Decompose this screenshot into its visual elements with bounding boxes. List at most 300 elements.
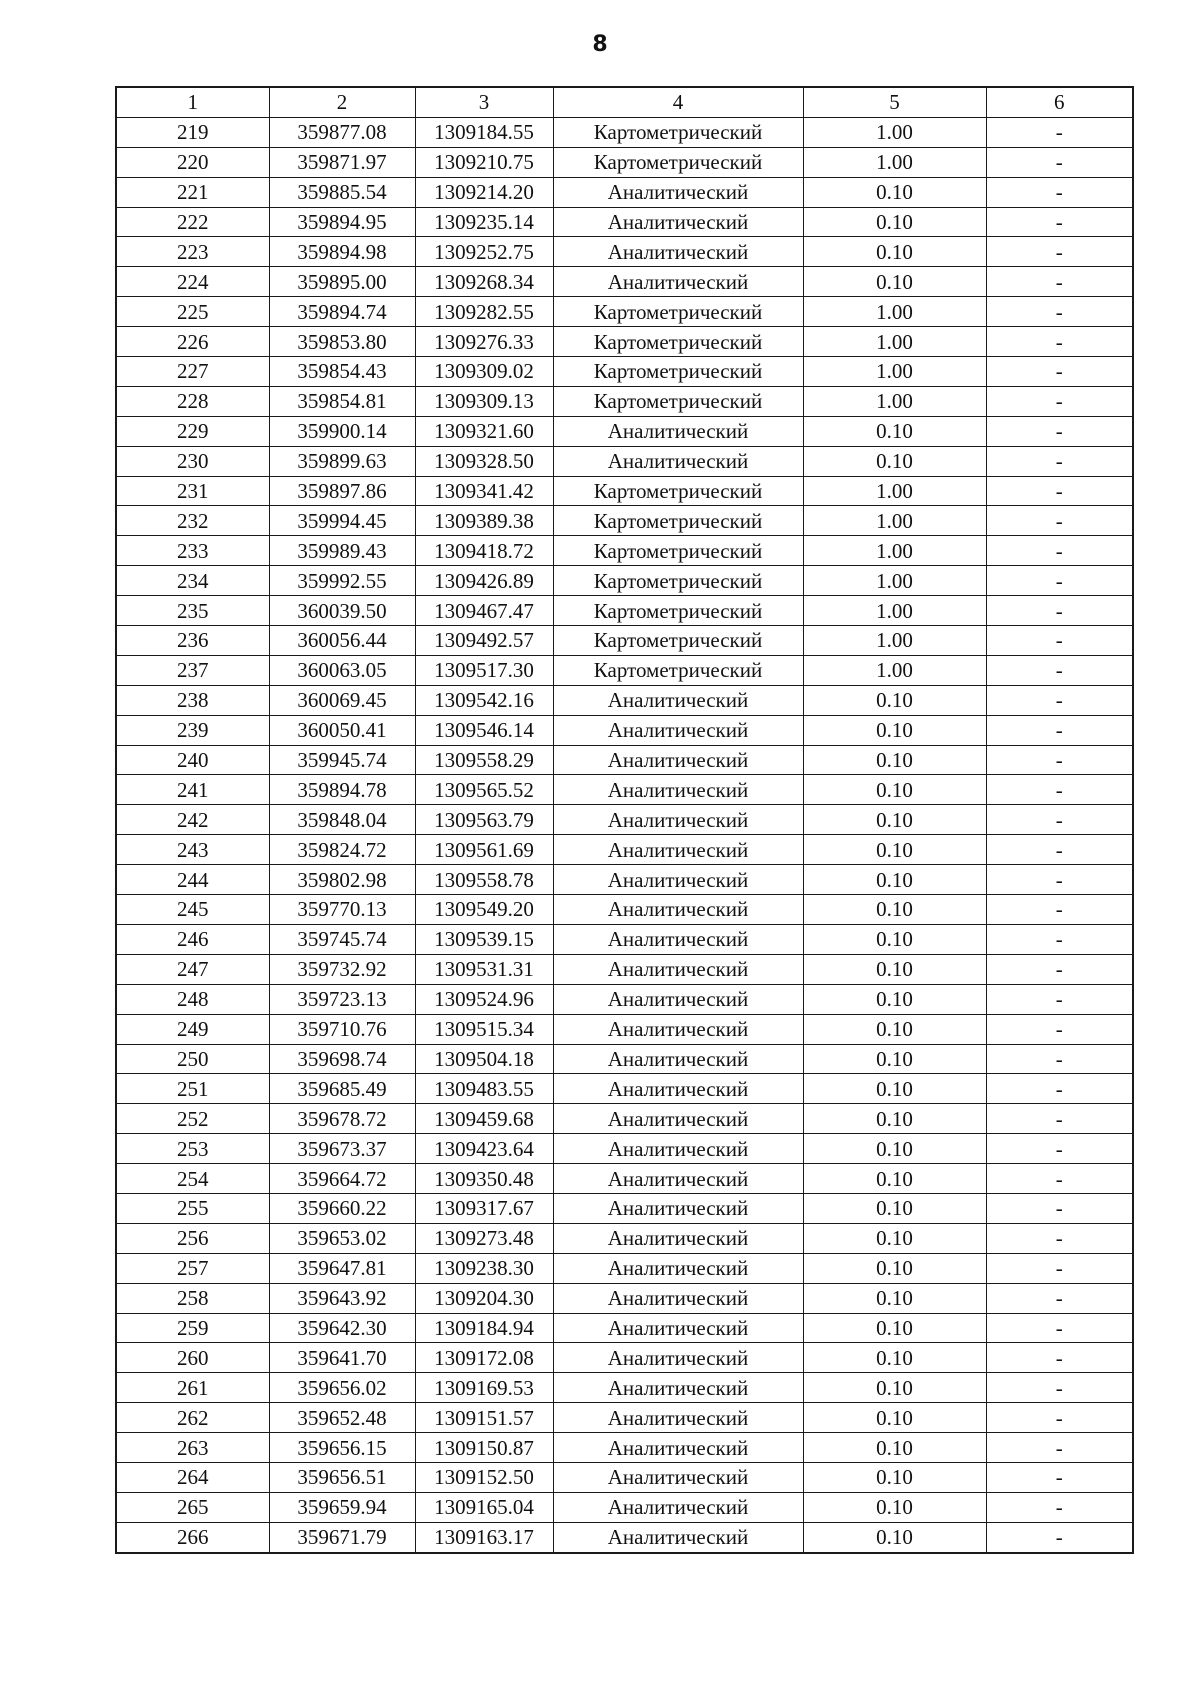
x-coordinate-cell: 359673.37 [269,1134,415,1164]
x-coordinate-cell: 359824.72 [269,835,415,865]
x-coordinate-cell: 359643.92 [269,1283,415,1313]
table-row [116,1522,1133,1552]
table-row [116,1074,1133,1104]
x-coordinate-cell: 359642.30 [269,1313,415,1343]
point-number-cell: 244 [116,865,269,895]
point-number-cell: 219 [116,117,269,147]
table-row [116,207,1133,237]
point-number-cell: 224 [116,267,269,297]
point-number-cell: 242 [116,805,269,835]
accuracy-cell: 0.10 [803,237,986,267]
table-row [116,476,1133,506]
y-coordinate-cell: 1309524.96 [415,984,553,1014]
point-number-cell: 245 [116,895,269,925]
point-number-cell: 247 [116,954,269,984]
method-cell: Аналитический [553,715,803,745]
x-coordinate-cell: 359659.94 [269,1492,415,1522]
y-coordinate-cell: 1309165.04 [415,1492,553,1522]
y-coordinate-cell: 1309235.14 [415,207,553,237]
table-row [116,1223,1133,1253]
table-row [116,177,1133,207]
method-cell: Аналитический [553,1462,803,1492]
method-cell: Аналитический [553,805,803,835]
y-coordinate-cell: 1309152.50 [415,1462,553,1492]
point-number-cell: 222 [116,207,269,237]
y-coordinate-cell: 1309204.30 [415,1283,553,1313]
note-cell: - [986,655,1133,685]
accuracy-cell: 0.10 [803,835,986,865]
accuracy-cell: 0.10 [803,1343,986,1373]
method-cell: Картометрический [553,476,803,506]
method-cell: Аналитический [553,685,803,715]
table-row [116,745,1133,775]
table-row [116,147,1133,177]
point-number-cell: 248 [116,984,269,1014]
y-coordinate-cell: 1309169.53 [415,1373,553,1403]
x-coordinate-cell: 359723.13 [269,984,415,1014]
table-row [116,357,1133,387]
accuracy-cell: 0.10 [803,1193,986,1223]
y-coordinate-cell: 1309389.38 [415,506,553,536]
x-coordinate-cell: 359885.54 [269,177,415,207]
y-coordinate-cell: 1309273.48 [415,1223,553,1253]
method-cell: Аналитический [553,865,803,895]
x-coordinate-cell: 359848.04 [269,805,415,835]
x-coordinate-cell: 359678.72 [269,1104,415,1134]
accuracy-cell: 0.10 [803,895,986,925]
y-coordinate-cell: 1309426.89 [415,566,553,596]
method-cell: Картометрический [553,655,803,685]
y-coordinate-cell: 1309459.68 [415,1104,553,1134]
point-number-cell: 227 [116,357,269,387]
accuracy-cell: 1.00 [803,626,986,656]
y-coordinate-cell: 1309546.14 [415,715,553,745]
point-number-cell: 225 [116,297,269,327]
y-coordinate-cell: 1309539.15 [415,924,553,954]
table-row [116,655,1133,685]
y-coordinate-cell: 1309561.69 [415,835,553,865]
table-row [116,1044,1133,1074]
accuracy-cell: 1.00 [803,566,986,596]
table-row [116,446,1133,476]
x-coordinate-cell: 359641.70 [269,1343,415,1373]
x-coordinate-cell: 359854.81 [269,386,415,416]
x-coordinate-cell: 359994.45 [269,506,415,536]
accuracy-cell: 1.00 [803,655,986,685]
x-coordinate-cell: 359802.98 [269,865,415,895]
y-coordinate-cell: 1309282.55 [415,297,553,327]
column-header-3: 3 [415,87,553,117]
y-coordinate-cell: 1309531.31 [415,954,553,984]
point-number-cell: 262 [116,1403,269,1433]
point-number-cell: 240 [116,745,269,775]
y-coordinate-cell: 1309549.20 [415,895,553,925]
point-number-cell: 250 [116,1044,269,1074]
y-coordinate-cell: 1309517.30 [415,655,553,685]
accuracy-cell: 0.10 [803,1164,986,1194]
table-row [116,506,1133,536]
point-number-cell: 257 [116,1253,269,1283]
method-cell: Аналитический [553,924,803,954]
x-coordinate-cell: 359989.43 [269,536,415,566]
accuracy-cell: 0.10 [803,775,986,805]
note-cell: - [986,267,1133,297]
note-cell: - [986,1044,1133,1074]
y-coordinate-cell: 1309163.17 [415,1522,553,1552]
note-cell: - [986,1343,1133,1373]
y-coordinate-cell: 1309565.52 [415,775,553,805]
table-row [116,1134,1133,1164]
method-cell: Картометрический [553,506,803,536]
note-cell: - [986,596,1133,626]
x-coordinate-cell: 359647.81 [269,1253,415,1283]
note-cell: - [986,984,1133,1014]
y-coordinate-cell: 1309418.72 [415,536,553,566]
table-row [116,895,1133,925]
column-header-2: 2 [269,87,415,117]
table-row [116,775,1133,805]
point-number-cell: 220 [116,147,269,177]
method-cell: Картометрический [553,327,803,357]
method-cell: Аналитический [553,1014,803,1044]
accuracy-cell: 0.10 [803,685,986,715]
note-cell: - [986,745,1133,775]
y-coordinate-cell: 1309558.78 [415,865,553,895]
accuracy-cell: 1.00 [803,327,986,357]
y-coordinate-cell: 1309542.16 [415,685,553,715]
method-cell: Аналитический [553,1373,803,1403]
point-number-cell: 252 [116,1104,269,1134]
point-number-cell: 265 [116,1492,269,1522]
x-coordinate-cell: 359894.95 [269,207,415,237]
table-row [116,386,1133,416]
y-coordinate-cell: 1309350.48 [415,1164,553,1194]
table-row [116,1373,1133,1403]
method-cell: Аналитический [553,446,803,476]
accuracy-cell: 0.10 [803,1283,986,1313]
method-cell: Аналитический [553,895,803,925]
table-row [116,267,1133,297]
table-row [116,566,1133,596]
x-coordinate-cell: 359698.74 [269,1044,415,1074]
note-cell: - [986,1313,1133,1343]
y-coordinate-cell: 1309268.34 [415,267,553,297]
y-coordinate-cell: 1309214.20 [415,177,553,207]
point-number-cell: 226 [116,327,269,357]
table-row [116,1343,1133,1373]
note-cell: - [986,1253,1133,1283]
table-row [116,237,1133,267]
x-coordinate-cell: 360039.50 [269,596,415,626]
note-cell: - [986,1283,1133,1313]
method-cell: Аналитический [553,1253,803,1283]
accuracy-cell: 0.10 [803,1223,986,1253]
method-cell: Аналитический [553,1313,803,1343]
y-coordinate-cell: 1309151.57 [415,1403,553,1433]
table-row [116,1403,1133,1433]
point-number-cell: 256 [116,1223,269,1253]
x-coordinate-cell: 360056.44 [269,626,415,656]
note-cell: - [986,147,1133,177]
x-coordinate-cell: 359685.49 [269,1074,415,1104]
accuracy-cell: 0.10 [803,954,986,984]
accuracy-cell: 0.10 [803,1104,986,1134]
method-cell: Аналитический [553,1403,803,1433]
x-coordinate-cell: 359653.02 [269,1223,415,1253]
y-coordinate-cell: 1309328.50 [415,446,553,476]
method-cell: Картометрический [553,357,803,387]
y-coordinate-cell: 1309238.30 [415,1253,553,1283]
method-cell: Аналитический [553,745,803,775]
x-coordinate-cell: 359899.63 [269,446,415,476]
method-cell: Картометрический [553,626,803,656]
point-number-cell: 233 [116,536,269,566]
table-row [116,685,1133,715]
accuracy-cell: 1.00 [803,117,986,147]
table-row [116,1283,1133,1313]
table-row [116,596,1133,626]
accuracy-cell: 0.10 [803,805,986,835]
note-cell: - [986,626,1133,656]
table-row [116,1014,1133,1044]
table-row [116,1104,1133,1134]
y-coordinate-cell: 1309309.13 [415,386,553,416]
method-cell: Аналитический [553,416,803,446]
method-cell: Аналитический [553,1044,803,1074]
method-cell: Аналитический [553,1492,803,1522]
accuracy-cell: 0.10 [803,416,986,446]
note-cell: - [986,895,1133,925]
note-cell: - [986,1104,1133,1134]
method-cell: Аналитический [553,267,803,297]
point-number-cell: 239 [116,715,269,745]
table-row [116,1164,1133,1194]
x-coordinate-cell: 359732.92 [269,954,415,984]
note-cell: - [986,1164,1133,1194]
table-row [116,117,1133,147]
x-coordinate-cell: 359871.97 [269,147,415,177]
point-number-cell: 253 [116,1134,269,1164]
table-row [116,416,1133,446]
x-coordinate-cell: 359652.48 [269,1403,415,1433]
method-cell: Аналитический [553,1193,803,1223]
accuracy-cell: 0.10 [803,715,986,745]
column-header-1: 1 [116,87,269,117]
table-row [116,1433,1133,1463]
accuracy-cell: 0.10 [803,745,986,775]
point-number-cell: 236 [116,626,269,656]
table-row [116,984,1133,1014]
note-cell: - [986,327,1133,357]
method-cell: Картометрический [553,147,803,177]
header-row [116,87,1133,117]
method-cell: Картометрический [553,596,803,626]
method-cell: Аналитический [553,954,803,984]
y-coordinate-cell: 1309504.18 [415,1044,553,1074]
point-number-cell: 238 [116,685,269,715]
y-coordinate-cell: 1309317.67 [415,1193,553,1223]
method-cell: Аналитический [553,1223,803,1253]
note-cell: - [986,476,1133,506]
y-coordinate-cell: 1309252.75 [415,237,553,267]
point-number-cell: 230 [116,446,269,476]
table-row [116,1492,1133,1522]
accuracy-cell: 0.10 [803,1253,986,1283]
note-cell: - [986,386,1133,416]
point-number-cell: 260 [116,1343,269,1373]
method-cell: Аналитический [553,237,803,267]
column-header-4: 4 [553,87,803,117]
method-cell: Картометрический [553,536,803,566]
accuracy-cell: 0.10 [803,1403,986,1433]
accuracy-cell: 0.10 [803,446,986,476]
note-cell: - [986,1522,1133,1552]
accuracy-cell: 1.00 [803,357,986,387]
accuracy-cell: 0.10 [803,267,986,297]
accuracy-cell: 0.10 [803,1373,986,1403]
x-coordinate-cell: 359900.14 [269,416,415,446]
note-cell: - [986,566,1133,596]
table-row [116,715,1133,745]
method-cell: Аналитический [553,1433,803,1463]
table-row [116,835,1133,865]
note-cell: - [986,954,1133,984]
note-cell: - [986,177,1133,207]
point-number-cell: 258 [116,1283,269,1313]
note-cell: - [986,1134,1133,1164]
y-coordinate-cell: 1309467.47 [415,596,553,626]
x-coordinate-cell: 359664.72 [269,1164,415,1194]
method-cell: Аналитический [553,1343,803,1373]
note-cell: - [986,297,1133,327]
x-coordinate-cell: 359992.55 [269,566,415,596]
x-coordinate-cell: 360050.41 [269,715,415,745]
table-row [116,536,1133,566]
y-coordinate-cell: 1309423.64 [415,1134,553,1164]
method-cell: Аналитический [553,1104,803,1134]
y-coordinate-cell: 1309563.79 [415,805,553,835]
y-coordinate-cell: 1309309.02 [415,357,553,387]
x-coordinate-cell: 360063.05 [269,655,415,685]
table-row [116,626,1133,656]
note-cell: - [986,1373,1133,1403]
accuracy-cell: 0.10 [803,1134,986,1164]
x-coordinate-cell: 359854.43 [269,357,415,387]
y-coordinate-cell: 1309515.34 [415,1014,553,1044]
point-number-cell: 263 [116,1433,269,1463]
y-coordinate-cell: 1309492.57 [415,626,553,656]
method-cell: Аналитический [553,1074,803,1104]
x-coordinate-cell: 359671.79 [269,1522,415,1552]
note-cell: - [986,1462,1133,1492]
y-coordinate-cell: 1309210.75 [415,147,553,177]
accuracy-cell: 0.10 [803,1014,986,1044]
accuracy-cell: 0.10 [803,924,986,954]
y-coordinate-cell: 1309341.42 [415,476,553,506]
table-row [116,297,1133,327]
point-number-cell: 231 [116,476,269,506]
table-row [116,1313,1133,1343]
accuracy-cell: 1.00 [803,147,986,177]
note-cell: - [986,536,1133,566]
note-cell: - [986,416,1133,446]
point-number-cell: 237 [116,655,269,685]
table-row [116,1462,1133,1492]
coordinates-table [115,86,1134,1554]
x-coordinate-cell: 359894.78 [269,775,415,805]
accuracy-cell: 0.10 [803,1492,986,1522]
table-row [116,805,1133,835]
y-coordinate-cell: 1309172.08 [415,1343,553,1373]
table-row [116,1253,1133,1283]
accuracy-cell: 1.00 [803,476,986,506]
accuracy-cell: 0.10 [803,1522,986,1552]
x-coordinate-cell: 359877.08 [269,117,415,147]
column-header-5: 5 [803,87,986,117]
note-cell: - [986,775,1133,805]
table-row [116,1193,1133,1223]
table-row [116,924,1133,954]
method-cell: Аналитический [553,207,803,237]
method-cell: Картометрический [553,566,803,596]
y-coordinate-cell: 1309184.55 [415,117,553,147]
point-number-cell: 243 [116,835,269,865]
accuracy-cell: 0.10 [803,865,986,895]
method-cell: Аналитический [553,1283,803,1313]
point-number-cell: 232 [116,506,269,536]
x-coordinate-cell: 359745.74 [269,924,415,954]
note-cell: - [986,357,1133,387]
x-coordinate-cell: 359895.00 [269,267,415,297]
note-cell: - [986,835,1133,865]
point-number-cell: 254 [116,1164,269,1194]
x-coordinate-cell: 359656.15 [269,1433,415,1463]
point-number-cell: 266 [116,1522,269,1552]
note-cell: - [986,506,1133,536]
note-cell: - [986,1223,1133,1253]
point-number-cell: 241 [116,775,269,805]
table-row [116,865,1133,895]
y-coordinate-cell: 1309483.55 [415,1074,553,1104]
note-cell: - [986,1403,1133,1433]
page-number: 8 [592,32,608,57]
accuracy-cell: 1.00 [803,506,986,536]
accuracy-cell: 0.10 [803,1462,986,1492]
accuracy-cell: 0.10 [803,1074,986,1104]
x-coordinate-cell: 359656.02 [269,1373,415,1403]
method-cell: Картометрический [553,297,803,327]
table-row [116,954,1133,984]
note-cell: - [986,865,1133,895]
x-coordinate-cell: 359894.74 [269,297,415,327]
method-cell: Аналитический [553,984,803,1014]
note-cell: - [986,805,1133,835]
accuracy-cell: 1.00 [803,297,986,327]
point-number-cell: 235 [116,596,269,626]
note-cell: - [986,207,1133,237]
method-cell: Картометрический [553,117,803,147]
accuracy-cell: 1.00 [803,536,986,566]
x-coordinate-cell: 359897.86 [269,476,415,506]
table-body [116,117,1133,1552]
point-number-cell: 264 [116,1462,269,1492]
column-header-6: 6 [986,87,1133,117]
y-coordinate-cell: 1309558.29 [415,745,553,775]
point-number-cell: 261 [116,1373,269,1403]
point-number-cell: 229 [116,416,269,446]
note-cell: - [986,1074,1133,1104]
point-number-cell: 259 [116,1313,269,1343]
